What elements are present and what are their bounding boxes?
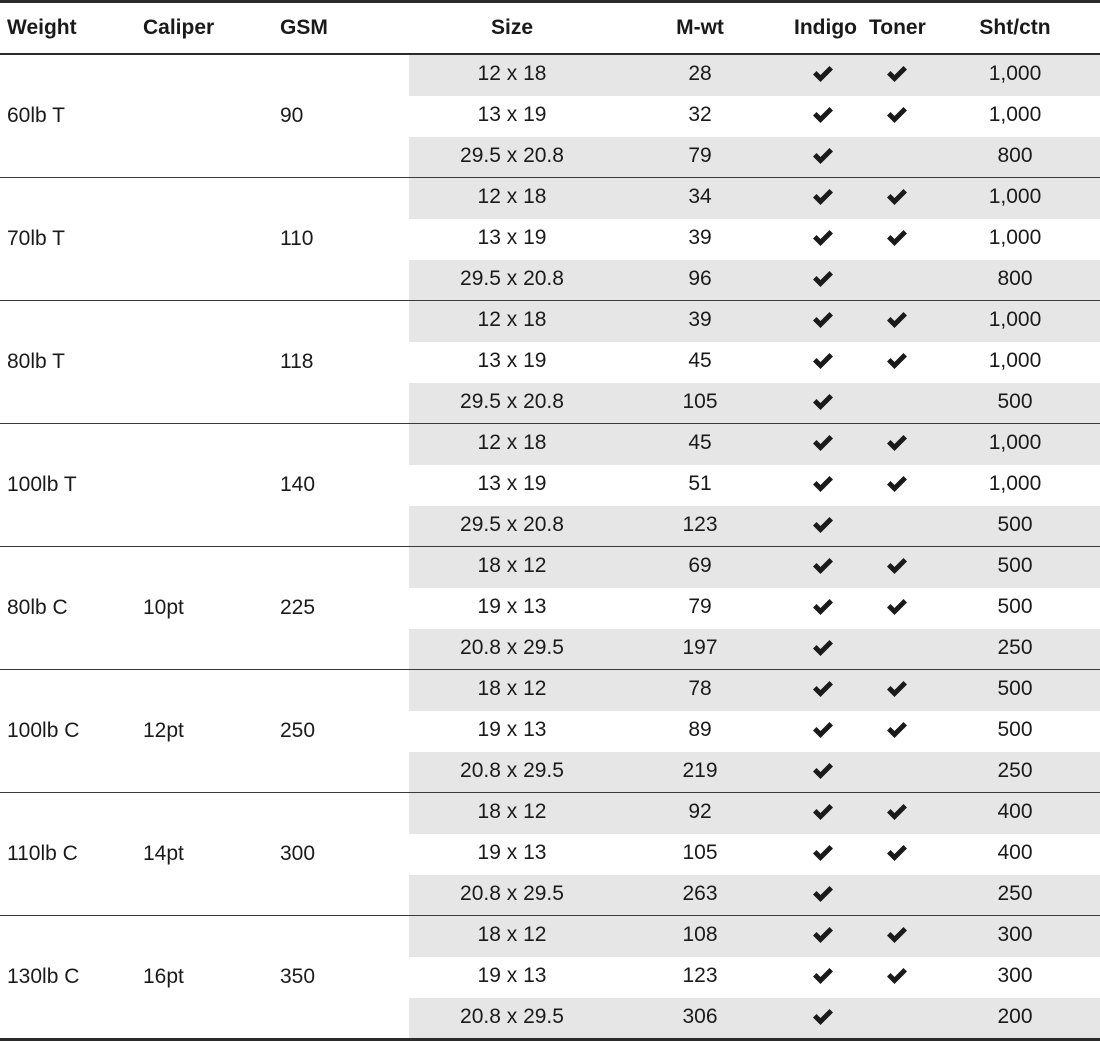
checkmark-icon [812,632,834,669]
cell-sht-ctn: 500 [997,677,1033,700]
cell-weight: 80lb C [7,596,68,619]
cell-indigo [798,219,848,260]
cell-toner [872,711,922,752]
checkmark-icon [886,591,908,628]
cell-weight: 100lb T [7,473,77,496]
cell-size: 29.5 x 20.8 [460,513,564,536]
checkmark-icon [886,468,908,505]
header-indigo: Indigo [794,16,857,39]
cell-toner [872,424,922,465]
cell-mwt: 197 [682,636,718,659]
checkmark-icon [886,714,908,751]
cell-sht-ctn: 1,000 [988,472,1042,495]
cell-size: 13 x 19 [477,103,547,126]
checkmark-icon [886,960,908,997]
checkmark-icon [812,796,834,833]
table-header-row [0,3,1100,53]
cell-toner [872,834,922,875]
weight-group [0,55,1100,178]
checkmark-icon [886,796,908,833]
cell-sht-ctn: 300 [997,923,1033,946]
cell-size: 29.5 x 20.8 [460,267,564,290]
checkmark-icon [812,714,834,751]
cell-gsm: 250 [280,719,316,742]
cell-mwt: 78 [688,677,712,700]
cell-size: 20.8 x 29.5 [460,759,564,782]
checkmark-icon [812,345,834,382]
cell-mwt: 39 [688,308,712,331]
cell-sht-ctn: 1,000 [988,308,1042,331]
checkmark-icon [812,960,834,997]
cell-mwt: 45 [688,431,712,454]
cell-size: 19 x 13 [477,964,547,987]
cell-mwt: 28 [688,62,712,85]
cell-size: 18 x 12 [477,923,547,946]
cell-indigo [798,342,848,383]
cell-size: 12 x 18 [477,431,547,454]
cell-indigo [798,916,848,957]
cell-mwt: 34 [688,185,712,208]
table-row [0,465,1100,506]
cell-sht-ctn: 200 [997,1005,1033,1028]
cell-mwt: 79 [688,144,712,167]
checkmark-icon [812,837,834,874]
cell-size: 13 x 19 [477,226,547,249]
table-row [0,342,1100,383]
cell-toner [872,752,922,793]
cell-sht-ctn: 800 [997,144,1033,167]
checkmark-icon [812,878,834,915]
cell-gsm: 300 [280,842,316,865]
cell-size: 19 x 13 [477,841,547,864]
cell-mwt: 263 [682,882,718,905]
cell-sht-ctn: 500 [997,718,1033,741]
cell-size: 19 x 13 [477,718,547,741]
cell-weight: 110lb C [7,842,78,865]
checkmark-icon [812,591,834,628]
cell-sht-ctn: 250 [997,882,1033,905]
cell-mwt: 39 [688,226,712,249]
cell-mwt: 108 [682,923,718,946]
header-caliper: Caliper [143,16,215,39]
cell-size: 13 x 19 [477,472,547,495]
cell-size: 13 x 19 [477,349,547,372]
cell-mwt: 51 [688,472,712,495]
cell-mwt: 69 [688,554,712,577]
cell-toner [872,219,922,260]
weight-group [0,916,1100,1039]
checkmark-icon [812,140,834,177]
header-toner: Toner [869,16,926,39]
cell-gsm: 140 [280,473,316,496]
checkmark-icon [886,58,908,95]
checkmark-icon [812,263,834,300]
cell-indigo [798,301,848,342]
cell-size: 20.8 x 29.5 [460,636,564,659]
checkmark-icon [886,345,908,382]
cell-indigo [798,834,848,875]
cell-size: 19 x 13 [477,595,547,618]
cell-size: 20.8 x 29.5 [460,882,564,905]
cell-size: 18 x 12 [477,554,547,577]
cell-mwt: 89 [688,718,712,741]
cell-sht-ctn: 1,000 [988,226,1042,249]
weight-group [0,547,1100,670]
cell-toner [872,465,922,506]
cell-toner [872,260,922,301]
cell-sht-ctn: 1,000 [988,349,1042,372]
checkmark-icon [886,181,908,218]
cell-indigo [798,465,848,506]
cell-toner [872,137,922,178]
checkmark-icon [812,1001,834,1038]
checkmark-icon [812,181,834,218]
cell-sht-ctn: 1,000 [988,431,1042,454]
cell-sht-ctn: 1,000 [988,103,1042,126]
cell-caliper: 10pt [143,596,184,619]
cell-indigo [798,629,848,670]
table-row [0,137,1100,178]
cell-sht-ctn: 250 [997,636,1033,659]
header-sht-ctn: Sht/ctn [979,16,1051,39]
checkmark-icon [886,222,908,259]
cell-gsm: 225 [280,596,316,619]
checkmark-icon [886,919,908,956]
cell-sht-ctn: 300 [997,964,1033,987]
cell-indigo [798,793,848,834]
cell-indigo [798,547,848,588]
cell-indigo [798,260,848,301]
table-row [0,424,1100,465]
cell-caliper: 14pt [143,842,184,865]
cell-toner [872,96,922,137]
cell-toner [872,588,922,629]
cell-indigo [798,875,848,916]
checkmark-icon [886,304,908,341]
cell-size: 29.5 x 20.8 [460,144,564,167]
cell-indigo [798,137,848,178]
cell-mwt: 219 [682,759,718,782]
cell-size: 12 x 18 [477,185,547,208]
cell-gsm: 90 [280,104,304,127]
cell-weight: 80lb T [7,350,65,373]
cell-indigo [798,998,848,1039]
cell-indigo [798,55,848,96]
cell-size: 20.8 x 29.5 [460,1005,564,1028]
checkmark-icon [812,222,834,259]
checkmark-icon [812,550,834,587]
weight-group [0,793,1100,916]
checkmark-icon [812,58,834,95]
header-gsm: GSM [280,16,328,39]
cell-sht-ctn: 1,000 [988,62,1042,85]
cell-mwt: 92 [688,800,712,823]
checkmark-icon [886,550,908,587]
weight-group [0,178,1100,301]
cell-indigo [798,670,848,711]
cell-toner [872,629,922,670]
cell-toner [872,998,922,1039]
weight-group [0,424,1100,547]
cell-indigo [798,588,848,629]
cell-toner [872,957,922,998]
cell-toner [872,670,922,711]
table-row [0,96,1100,137]
cell-toner [872,55,922,96]
cell-indigo [798,383,848,424]
cell-sht-ctn: 250 [997,759,1033,782]
checkmark-icon [812,304,834,341]
cell-mwt: 306 [682,1005,718,1028]
cell-weight: 130lb C [7,965,80,988]
checkmark-icon [886,99,908,136]
checkmark-icon [812,755,834,792]
table-row [0,219,1100,260]
cell-caliper: 16pt [143,965,184,988]
cell-gsm: 110 [280,227,314,250]
checkmark-icon [812,427,834,464]
cell-size: 18 x 12 [477,800,547,823]
cell-mwt: 79 [688,595,712,618]
cell-indigo [798,96,848,137]
cell-weight: 60lb T [7,104,65,127]
header-mwt: M-wt [676,16,724,39]
table-row [0,506,1100,547]
checkmark-icon [886,673,908,710]
cell-size: 12 x 18 [477,308,547,331]
table-bottom-rule [0,1038,1100,1041]
cell-indigo [798,711,848,752]
cell-sht-ctn: 500 [997,554,1033,577]
cell-toner [872,916,922,957]
cell-toner [872,506,922,547]
cell-sht-ctn: 500 [997,595,1033,618]
cell-sht-ctn: 400 [997,841,1033,864]
checkmark-icon [812,673,834,710]
table-row [0,301,1100,342]
cell-toner [872,178,922,219]
cell-indigo [798,178,848,219]
cell-gsm: 118 [280,350,314,373]
cell-indigo [798,506,848,547]
header-size: Size [490,16,534,39]
checkmark-icon [886,837,908,874]
cell-size: 29.5 x 20.8 [460,390,564,413]
cell-indigo [798,957,848,998]
cell-toner [872,301,922,342]
cell-sht-ctn: 1,000 [988,185,1042,208]
cell-gsm: 350 [280,965,316,988]
cell-toner [872,383,922,424]
table-row [0,260,1100,301]
cell-size: 12 x 18 [477,62,547,85]
checkmark-icon [886,427,908,464]
header-weight: Weight [7,16,77,39]
cell-mwt: 96 [688,267,712,290]
table-row [0,383,1100,424]
cell-sht-ctn: 400 [997,800,1033,823]
cell-sht-ctn: 800 [997,267,1033,290]
cell-indigo [798,424,848,465]
cell-sht-ctn: 500 [997,513,1033,536]
checkmark-icon [812,99,834,136]
checkmark-icon [812,919,834,956]
table-row [0,55,1100,96]
cell-sht-ctn: 500 [997,390,1033,413]
weight-group [0,670,1100,793]
cell-size: 18 x 12 [477,677,547,700]
table-row [0,178,1100,219]
checkmark-icon [812,386,834,423]
cell-mwt: 32 [688,103,712,126]
cell-mwt: 105 [682,841,718,864]
cell-weight: 100lb C [7,719,80,742]
cell-indigo [798,752,848,793]
cell-toner [872,793,922,834]
checkmark-icon [812,468,834,505]
cell-toner [872,342,922,383]
cell-mwt: 123 [682,513,718,536]
weight-group [0,301,1100,424]
cell-toner [872,547,922,588]
cell-caliper: 12pt [143,719,184,742]
cell-weight: 70lb T [7,227,65,250]
cell-mwt: 45 [688,349,712,372]
cell-mwt: 123 [682,964,718,987]
checkmark-icon [812,509,834,546]
cell-mwt: 105 [682,390,718,413]
cell-toner [872,875,922,916]
